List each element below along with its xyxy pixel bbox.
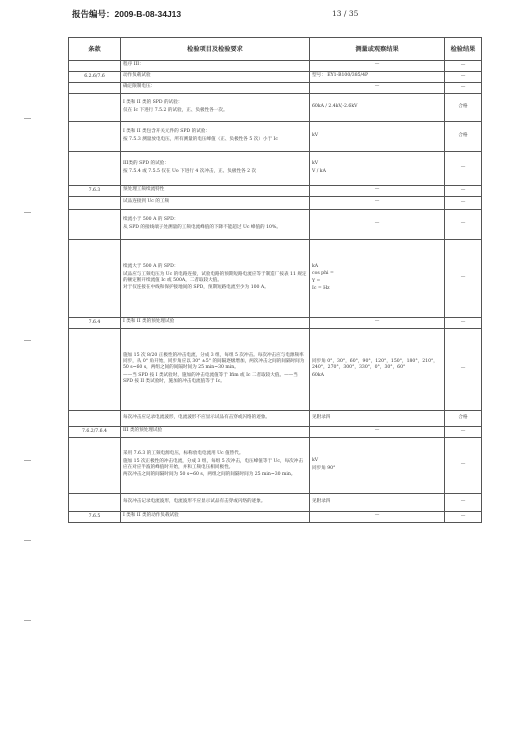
result-cell: 合格	[445, 122, 482, 152]
measure-text: 型号： EY1-B100/385/4P	[312, 73, 369, 79]
measure-cell	[310, 210, 445, 240]
table-row	[69, 329, 482, 411]
result-cell: —	[445, 72, 482, 83]
clause-cell: 7.6.5	[69, 512, 121, 523]
measure-cell	[310, 240, 445, 318]
item-cell	[121, 318, 310, 329]
measure-text: 60kA	[312, 372, 324, 378]
result-cell: 合格	[445, 94, 482, 122]
table-row	[69, 494, 482, 512]
result-cell: —	[445, 318, 482, 329]
item-text: I 类和 II 类的动作负载试验	[123, 513, 179, 519]
clause-cell: 6.2.6/7.6	[69, 72, 121, 83]
table-row	[69, 512, 482, 523]
margin-mark	[24, 460, 31, 461]
item-text: 采用 7.6.3 的工频电源电压，标称放电电流用 Uc 值替代。	[123, 451, 244, 457]
result-cell: —	[445, 427, 482, 438]
measure-text: 同步角 0°，30°，60°，90°，120°，150°，180°，210°，240°，270°，300°，330°，0°，30°，60°	[312, 359, 438, 371]
item-text: 预处理工频续流特性	[123, 187, 165, 193]
measure-text: —	[374, 62, 380, 68]
margin-mark	[24, 540, 31, 541]
inspection-table	[68, 37, 482, 523]
measure-text: —	[374, 428, 380, 434]
measure-cell	[310, 186, 445, 197]
clause-cell	[69, 329, 121, 411]
item-cell	[121, 427, 310, 438]
table-row	[69, 94, 482, 122]
clause-cell: 7.6.3	[69, 186, 121, 197]
col-header-item: 检验项目及检验要求	[121, 38, 310, 61]
measure-cell	[310, 122, 445, 152]
table-row	[69, 83, 482, 94]
item-text: 每次冲击应记录电流波形，电流波形不应显示试品有击穿或闪络的迹象。	[123, 414, 271, 420]
table-row	[69, 411, 482, 427]
table-row	[69, 186, 482, 197]
measure-text: 见附录四	[312, 414, 331, 420]
result-cell: —	[445, 240, 482, 318]
item-cell	[121, 197, 310, 210]
result-cell: —	[445, 512, 482, 523]
result-cell: —	[445, 329, 482, 411]
item-text: 动作负载试验	[123, 73, 151, 79]
margin-mark	[24, 620, 31, 621]
measure-text: Y =	[312, 278, 321, 284]
measure-text: kA	[312, 263, 319, 269]
item-text: 试品连接到 Uc 的工频	[123, 199, 170, 205]
table-row	[69, 427, 482, 438]
result-cell: —	[445, 83, 482, 94]
item-text: 施加 15 次正极性的冲击电流，分成 3 组，每组 5 次冲击，电压峰值等于 Uc，每次冲击应在对应半波的峰值时开始，并和工频电压相同极性。	[123, 458, 303, 470]
item-text: 续流小于 500 A 的 SPD：	[123, 217, 179, 223]
measure-text: —	[374, 513, 380, 519]
measure-text: kV	[312, 458, 319, 464]
page-number: 13 / 35	[332, 9, 359, 18]
measure-text: —	[374, 199, 380, 205]
measure-cell	[310, 152, 445, 186]
measure-text: —	[374, 84, 380, 90]
item-cell	[121, 186, 310, 197]
measure-cell	[310, 197, 445, 210]
table-row	[69, 72, 482, 83]
col-header-measure: 测量或观察结果	[310, 38, 445, 61]
measure-cell	[310, 411, 445, 427]
item-text: 每次冲击记录电流波形，电流波形不应显示试品有击穿或闪络的迹象。	[123, 498, 266, 504]
measure-cell	[310, 318, 445, 329]
item-text: I 类和 II 类的 SPD 的试验：	[123, 100, 183, 106]
item-cell	[121, 240, 310, 318]
item-text: 按 7.5.4 或 7.5.5 仅在 Uo 下进行 4 次冲击，正、负极性各 2 次	[123, 168, 257, 174]
item-text: 从 SPD 的接线端子处测量的工频电流峰值的下降不能超过 Uc 峰值的 10%。	[123, 224, 281, 230]
clause-cell	[69, 122, 121, 152]
measure-cell	[310, 72, 445, 83]
item-text: I 类和 II 类包含开关元件的 SPD 的试验：	[123, 129, 210, 135]
item-text: 对于仅连接在中线和保护接地间的 SPD，预期短路电流至少为 100 A。	[123, 285, 269, 291]
item-text: 试品应与工频电压为 Uc 的电路连接，试验电路的预期短路电流应等于制造厂按表 11 规定的额定断开续流值 Ic 或 500A，二者取较大值。	[123, 271, 307, 283]
measure-text: 同步角 90°	[312, 465, 336, 471]
measure-text: V / kA	[312, 168, 326, 174]
margin-mark	[24, 340, 31, 341]
clause-cell: 7.6.4	[69, 318, 121, 329]
margin-mark	[24, 118, 31, 119]
measure-cell	[310, 94, 445, 122]
measure-text: 见附录四	[312, 498, 331, 504]
item-cell	[121, 83, 310, 94]
clause-cell	[69, 197, 121, 210]
result-cell: —	[445, 494, 482, 512]
table-row	[69, 197, 482, 210]
item-text: 续流大于 500 A 的 SPD：	[123, 264, 179, 270]
item-text: I 类和 II 类的预处理试验	[123, 319, 175, 325]
item-text: 确定限制电压：	[123, 84, 156, 90]
table-row	[69, 210, 482, 240]
result-cell: —	[445, 438, 482, 494]
item-text: 程序 III：	[123, 62, 144, 68]
measure-cell	[310, 494, 445, 512]
clause-cell: 7.6.2/7.6.4	[69, 427, 121, 438]
result-cell: —	[445, 152, 482, 186]
result-cell: —	[445, 197, 482, 210]
item-text: 两次冲击之间的间隔时间为 50 s~60 s，两组之间的间隔时间为 25 min~30 min。	[123, 472, 296, 478]
item-cell	[121, 61, 310, 72]
measure-cell	[310, 512, 445, 523]
col-header-clause: 条款	[69, 38, 121, 61]
item-cell	[121, 512, 310, 523]
item-cell	[121, 494, 310, 512]
measure-text: kV	[312, 161, 319, 167]
item-text: 按 7.5.3 测量放电电压，所有测量的电压峰值（正、负极性各 5 次）小于 Ic	[123, 136, 278, 142]
measure-cell	[310, 438, 445, 494]
table-row	[69, 438, 482, 494]
clause-cell	[69, 61, 121, 72]
table-row	[69, 61, 482, 72]
item-cell	[121, 329, 310, 411]
table-row	[69, 122, 482, 152]
result-cell: —	[445, 186, 482, 197]
measure-cell	[310, 329, 445, 411]
table-row	[69, 240, 482, 318]
clause-cell	[69, 152, 121, 186]
item-cell	[121, 210, 310, 240]
clause-cell	[69, 240, 121, 318]
result-cell: —	[445, 210, 482, 240]
clause-cell	[69, 83, 121, 94]
clause-cell	[69, 94, 121, 122]
measure-text: cos phi =	[312, 271, 334, 277]
table-row	[69, 318, 482, 329]
result-cell: 合格	[445, 411, 482, 427]
measure-text: —	[374, 220, 380, 226]
measure-text: 60kA / 2.4kV,-2.6kV	[312, 103, 358, 109]
measure-text: kV	[312, 132, 319, 138]
report-number: 报告编号：2009-B-08-34J13	[72, 9, 182, 19]
table-row	[69, 152, 482, 186]
result-cell: —	[445, 61, 482, 72]
col-header-result: 检验结果	[445, 38, 482, 61]
item-cell	[121, 72, 310, 83]
clause-cell	[69, 494, 121, 512]
margin-mark	[24, 212, 31, 213]
item-cell	[121, 122, 310, 152]
item-cell	[121, 94, 310, 122]
measure-cell	[310, 427, 445, 438]
item-text: ——当 SPD 按 I 类试验时，施加的冲击电流值等于 Ifim 或 Ic 二者取较大值。——当 SPD 按 II 类试验时，施加的冲击电流值等于 Ic。	[123, 372, 298, 384]
measure-text: —	[374, 187, 380, 193]
item-text: 施加 15 次 8/20 正极性的冲击电流，分成 3 组，每组 5 次冲击。每次冲击应与电源频率同步，从 0° 角开始，同步角应以 30° ±5° 的间隔逐级增加，两次冲击之间的间隔时间为 50 s~60 s，两组之间的间隔时间为 25 min~30 min。	[123, 352, 305, 371]
item-cell	[121, 411, 310, 427]
clause-cell	[69, 210, 121, 240]
item-cell	[121, 152, 310, 186]
item-text: III类的 SPD 的试验：	[123, 161, 169, 167]
clause-cell	[69, 411, 121, 427]
measure-text: —	[374, 319, 380, 325]
measure-cell	[310, 83, 445, 94]
measure-cell	[310, 61, 445, 72]
measure-text: Ic = Hz	[312, 285, 330, 291]
item-text: 仅在 Ic 下进行 7.5.2 的试验，正、负极性各一次。	[123, 107, 228, 113]
table-header-row	[69, 38, 482, 61]
item-text: III 类的预处理试验	[123, 428, 163, 434]
item-cell	[121, 438, 310, 494]
clause-cell	[69, 438, 121, 494]
